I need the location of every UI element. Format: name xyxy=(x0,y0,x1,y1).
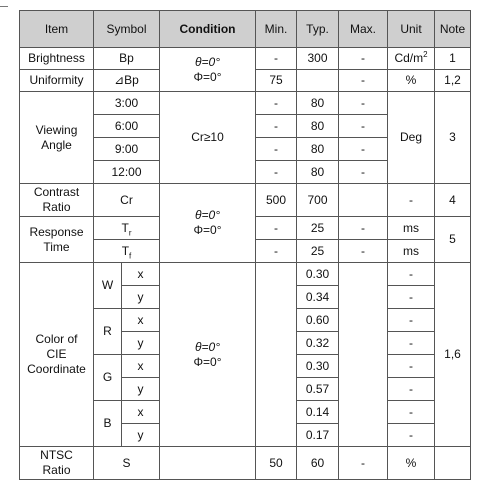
unit-cell: - xyxy=(388,355,435,378)
unit-cell: Deg xyxy=(388,92,435,184)
symbol-cell: ⊿Bp xyxy=(94,70,160,92)
min-cell: - xyxy=(256,161,297,184)
symbol-subscript: r xyxy=(128,227,132,237)
unit-cell: - xyxy=(388,401,435,424)
symbol-cell: 9:00 xyxy=(94,138,160,161)
axis-cell: y xyxy=(122,332,160,355)
unit-cell: ms xyxy=(388,217,435,240)
header-condition: Condition xyxy=(160,11,256,48)
max-cell: - xyxy=(339,70,388,92)
condition-theta: θ=0° xyxy=(195,339,220,354)
note-cell: 1 xyxy=(435,48,471,70)
unit-cell: - xyxy=(388,286,435,309)
typ-cell: 300 xyxy=(297,48,339,70)
unit-cell: - xyxy=(388,424,435,447)
condition-phi: Φ=0° xyxy=(193,354,222,369)
header-unit: Unit xyxy=(388,11,435,48)
condition-cell: Cr≥10 xyxy=(160,92,256,184)
typ-cell: 80 xyxy=(297,138,339,161)
table-row xyxy=(20,92,471,115)
header-note: Note xyxy=(435,11,471,48)
typ-cell: 0.57 xyxy=(297,378,339,401)
item-cell xyxy=(20,92,94,184)
header-typ: Typ. xyxy=(297,11,339,48)
min-cell: - xyxy=(256,115,297,138)
item-line: Response xyxy=(29,224,84,239)
header-symbol: Symbol xyxy=(94,11,160,48)
symbol-cell: Bp xyxy=(94,48,160,70)
max-cell: - xyxy=(339,92,388,115)
symbol-cell xyxy=(94,217,160,240)
unit-cell: ms xyxy=(388,240,435,263)
condition-cell xyxy=(160,263,256,447)
item-cell xyxy=(20,447,94,480)
condition-theta: θ=0° xyxy=(195,54,220,69)
condition-cell xyxy=(160,447,256,480)
min-cell: - xyxy=(256,48,297,70)
item-line: Angle xyxy=(41,137,72,152)
unit-cell: - xyxy=(388,309,435,332)
optical-spec-table xyxy=(19,10,471,480)
max-cell: - xyxy=(339,217,388,240)
min-cell: 500 xyxy=(256,184,297,217)
min-cell xyxy=(256,263,297,447)
max-cell: - xyxy=(339,447,388,480)
header-min: Min. xyxy=(256,11,297,48)
item-line: CIE xyxy=(46,347,67,361)
unit-cell: - xyxy=(388,263,435,286)
unit-cell: % xyxy=(388,70,435,92)
color-cell: R xyxy=(94,309,122,355)
typ-cell: 60 xyxy=(297,447,339,480)
typ-cell xyxy=(297,70,339,92)
symbol-cell: 6:00 xyxy=(94,115,160,138)
note-cell: 5 xyxy=(435,217,471,263)
color-cell: B xyxy=(94,401,122,447)
axis-cell: y xyxy=(122,286,160,309)
typ-cell: 0.30 xyxy=(297,263,339,286)
symbol-cell: 12:00 xyxy=(94,161,160,184)
note-cell: 1,2 xyxy=(435,70,471,92)
axis-cell: y xyxy=(122,424,160,447)
max-cell: - xyxy=(339,161,388,184)
item-cell: Brightness xyxy=(20,48,94,70)
item-line: Ratio xyxy=(42,463,71,477)
min-cell: 75 xyxy=(256,70,297,92)
symbol-subscript: f xyxy=(129,250,132,260)
table-row xyxy=(20,48,471,70)
typ-cell: 80 xyxy=(297,161,339,184)
condition-cell xyxy=(160,48,256,92)
condition-theta: θ=0° xyxy=(195,208,220,222)
item-cell xyxy=(20,263,94,447)
corner-mark xyxy=(0,0,8,7)
item-line: Color of xyxy=(35,332,78,346)
axis-cell: x xyxy=(122,309,160,332)
max-cell xyxy=(339,184,388,217)
max-cell: - xyxy=(339,48,388,70)
typ-cell: 25 xyxy=(297,240,339,263)
typ-cell: 700 xyxy=(297,184,339,217)
typ-cell: 0.17 xyxy=(297,424,339,447)
typ-cell: 0.60 xyxy=(297,309,339,332)
item-line: Time xyxy=(43,239,70,254)
min-cell: - xyxy=(256,240,297,263)
header-item: Item xyxy=(20,11,94,48)
unit-cell xyxy=(388,48,435,70)
table-row xyxy=(20,184,471,217)
condition-phi: Φ=0° xyxy=(193,69,222,84)
item-line: Contrast xyxy=(33,185,80,199)
item-line: NTSC xyxy=(40,448,73,462)
symbol-cell xyxy=(94,240,160,263)
item-cell xyxy=(20,184,94,217)
typ-cell: 80 xyxy=(297,115,339,138)
note-cell: 4 xyxy=(435,184,471,217)
symbol-cell: Cr xyxy=(94,184,160,217)
max-cell: - xyxy=(339,115,388,138)
header-row xyxy=(20,11,471,48)
table-row xyxy=(20,263,471,286)
color-cell: G xyxy=(94,355,122,401)
typ-cell: 0.14 xyxy=(297,401,339,424)
min-cell: 50 xyxy=(256,447,297,480)
unit-exponent: 2 xyxy=(423,50,428,59)
item-line: Viewing xyxy=(35,122,78,137)
note-cell xyxy=(435,447,471,480)
typ-cell: 80 xyxy=(297,92,339,115)
item-cell xyxy=(20,217,94,263)
typ-cell: 0.32 xyxy=(297,332,339,355)
item-line: Coordinate xyxy=(27,362,86,376)
header-max: Max. xyxy=(339,11,388,48)
max-cell xyxy=(339,263,388,447)
axis-cell: x xyxy=(122,263,160,286)
unit-cell: - xyxy=(388,332,435,355)
symbol-base: T xyxy=(121,220,129,235)
typ-cell: 25 xyxy=(297,217,339,240)
table-row xyxy=(20,447,471,480)
symbol-cell: 3:00 xyxy=(94,92,160,115)
unit-base: Cd/m xyxy=(394,51,424,65)
note-cell: 1,6 xyxy=(435,263,471,447)
note-cell: 3 xyxy=(435,92,471,184)
condition-phi: Φ=0° xyxy=(193,223,222,237)
symbol-cell: S xyxy=(94,447,160,480)
min-cell: - xyxy=(256,92,297,115)
item-cell: Uniformity xyxy=(20,70,94,92)
max-cell: - xyxy=(339,240,388,263)
item-line: Ratio xyxy=(42,200,71,214)
unit-cell: - xyxy=(388,184,435,217)
typ-cell: 0.34 xyxy=(297,286,339,309)
axis-cell: x xyxy=(122,401,160,424)
color-cell: W xyxy=(94,263,122,309)
condition-cell xyxy=(160,184,256,263)
min-cell: - xyxy=(256,138,297,161)
min-cell: - xyxy=(256,217,297,240)
unit-cell: % xyxy=(388,447,435,480)
max-cell: - xyxy=(339,138,388,161)
axis-cell: y xyxy=(122,378,160,401)
typ-cell: 0.30 xyxy=(297,355,339,378)
unit-cell: - xyxy=(388,378,435,401)
axis-cell: x xyxy=(122,355,160,378)
symbol-base: T xyxy=(121,243,130,258)
